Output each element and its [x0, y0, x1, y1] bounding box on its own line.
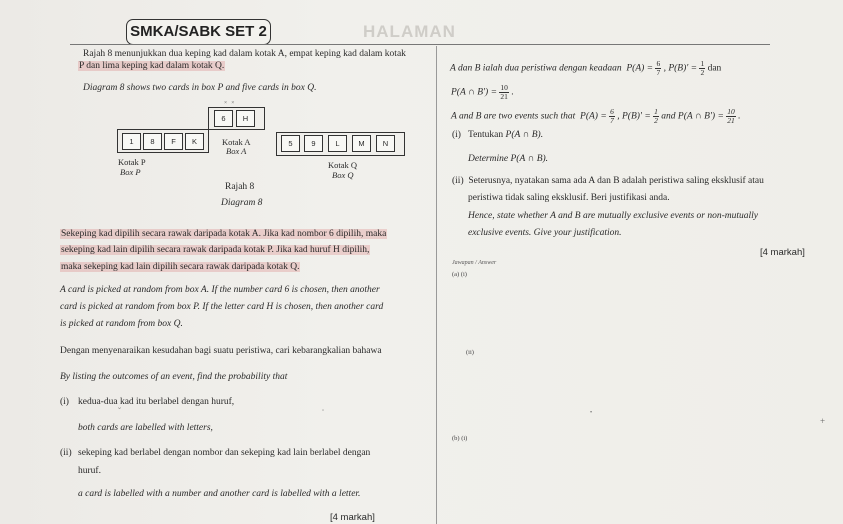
box-a-label-en: Box A	[226, 146, 247, 156]
diagram-label-ms: Rajah 8	[225, 182, 255, 192]
para-ms-line-3: maka sekeping kad lain dipilih secara rawak daripada kotak Q.	[61, 262, 300, 272]
right-intersect: P(A ∩ B') = $\frac{10}{21}$ .	[451, 83, 514, 101]
page-title: SMKA/SABK SET 2	[126, 19, 271, 45]
box-a-card-2: H	[236, 110, 255, 127]
right-q-ii-ms-2: peristiwa tidak saling eksklusif. Beri justifikasi anda.	[468, 193, 670, 203]
box-p-label-en: Box P	[120, 167, 141, 177]
intro-ms-line-1: Rajah 8 menunjukkan dua keping kad dalam kotak A, empat keping kad dalam kotak	[83, 49, 406, 59]
cross-mark-icon: × ×	[224, 100, 235, 106]
box-p-card-3: F	[164, 133, 183, 150]
box-q-label-en: Box Q	[332, 170, 354, 180]
box-p-label-ms: Kotak P	[118, 157, 146, 167]
answer-a-i: (a) (i)	[452, 271, 467, 278]
para-ms-line-2: sekeping kad lain dipilih secara rawak daripada kotak P. Jika kad huruf H dipilih,	[61, 245, 370, 255]
box-q-card-1: 5	[281, 135, 300, 152]
box-q-label-ms: Kotak Q	[328, 160, 358, 170]
diagram-label-en: Diagram 8	[221, 198, 263, 208]
marks-right: [4 markah]	[760, 247, 805, 258]
right-q-ii-en-1: Hence, state whether A and B are mutually exclusive events or non-mutually	[468, 211, 759, 221]
para-ms-line-1: Sekeping kad dipilih secara rawak daripada kotak A. Jika kad nombor 6 dipilih, maka	[61, 229, 387, 239]
box-p-card-2: 8	[143, 133, 162, 150]
watermark-text: HALAMAN	[363, 22, 456, 41]
box-q-card-3: L	[328, 135, 347, 152]
para-en-line-3: is picked at random from box Q.	[60, 319, 183, 329]
box-q-card-4: M	[352, 135, 371, 152]
right-q-i-en: Determine P(A ∩ B).	[468, 154, 549, 164]
answer-label: Jawapan / Answer	[452, 260, 497, 266]
right-q-ii-ms-1: (ii) Seterusnya, nyatakan sama ada A dan B adalah peristiwa saling eksklusif atau	[452, 176, 764, 186]
box-p-card-4: K	[185, 133, 204, 150]
right-q-i: (i) Tentukan P(A ∩ B).	[452, 130, 544, 140]
tick-mark-icon: ˘	[118, 406, 121, 416]
tick-mark-icon: ˇ	[322, 410, 324, 416]
q-ii-en: a card is labelled with a number and another card is labelled with a letter.	[78, 489, 361, 499]
box-q-card-5: N	[376, 135, 395, 152]
q-ii-ms-1: sekeping kad berlabel dengan nombor dan sekeping kad lain berlabel dengan	[78, 448, 371, 458]
answer-a-ii: (ii)	[466, 349, 474, 356]
right-intro-ms: A dan B ialah dua peristiwa dengan keadaan P(A) = $\frac{6}{7}$ , P(B)' = $\frac{1}{2}$ dan	[450, 59, 722, 77]
box-p-card-1: 1	[122, 133, 141, 150]
box-a-card-1: 6	[214, 110, 233, 127]
q-i-ms: kedua-dua kad itu berlabel dengan huruf,	[78, 397, 235, 407]
tick-mark-icon: •	[590, 410, 593, 416]
right-intro-en: A and B are two events such that P(A) = $\frac{6}{7}$ , P(B)' = $\frac{1}{2}$ and P(A ∩ B') = $\frac{10}{21}$ .	[451, 107, 741, 125]
box-q-card-2: 9	[304, 135, 323, 152]
list-ms: Dengan menyenaraikan kesudahan bagi suatu peristiwa, cari kebarangkalian bahawa	[60, 346, 382, 356]
box-a-label-ms: Kotak A	[222, 137, 251, 147]
right-q-ii-en-2: exclusive events. Give your justification.	[468, 228, 622, 238]
column-divider	[436, 46, 437, 524]
q-ii-label: (ii)	[60, 448, 72, 458]
answer-b-i: (b) (i)	[452, 435, 468, 442]
marks-left: [4 markah]	[330, 512, 375, 523]
list-en: By listing the outcomes of an event, find the probability that	[60, 372, 288, 382]
q-ii-ms-2: huruf.	[78, 466, 101, 476]
intro-ms-line-2: P dan lima keping kad dalam kotak Q.	[79, 61, 225, 71]
intro-en: Diagram 8 shows two cards in box P and five cards in box Q.	[83, 83, 317, 93]
q-i-label: (i)	[60, 397, 69, 407]
q-i-en: both cards are labelled with letters,	[78, 423, 213, 433]
para-en-line-2: card is picked at random from box P. If the letter card H is chosen, then another card	[60, 302, 384, 312]
para-en-line-1: A card is picked at random from box A. If the number card 6 is chosen, then another	[60, 285, 380, 295]
tick-mark-icon: +	[820, 416, 826, 426]
header-rule	[70, 44, 770, 45]
